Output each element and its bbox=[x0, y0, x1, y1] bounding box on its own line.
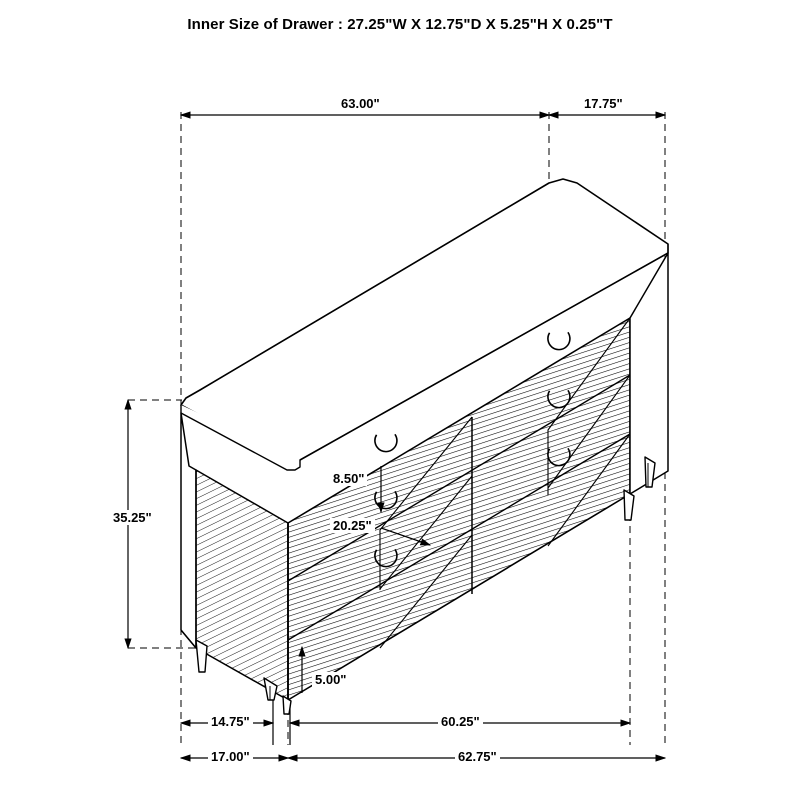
dresser-left-side bbox=[181, 413, 196, 648]
dimension-label-side-overall: 17.00" bbox=[208, 749, 253, 764]
dimension-label-side-base: 14.75" bbox=[208, 714, 253, 729]
page-title: Inner Size of Drawer : 27.25"W X 12.75"D X 5.25"H X 0.25"T bbox=[187, 16, 613, 33]
dimension-label-front-base: 60.25" bbox=[438, 714, 483, 729]
leg-back-right bbox=[645, 457, 655, 487]
dimension-label-leg-height: 5.00" bbox=[312, 672, 349, 687]
bottom-dimension-lines bbox=[181, 700, 665, 758]
dimension-label-top-depth: 17.75" bbox=[581, 96, 626, 111]
dimension-label-drawer-width: 20.25" bbox=[330, 518, 375, 533]
dresser-right-side bbox=[630, 253, 668, 494]
dresser-front-left-face bbox=[196, 470, 288, 700]
dimension-label-overall-height: 35.25" bbox=[110, 510, 155, 525]
dimension-label-front-overall: 62.75" bbox=[455, 749, 500, 764]
dimension-label-top-width: 63.00" bbox=[338, 96, 383, 111]
dresser-drawing bbox=[181, 179, 668, 714]
dimension-label-drawer-height: 8.50" bbox=[330, 471, 367, 486]
